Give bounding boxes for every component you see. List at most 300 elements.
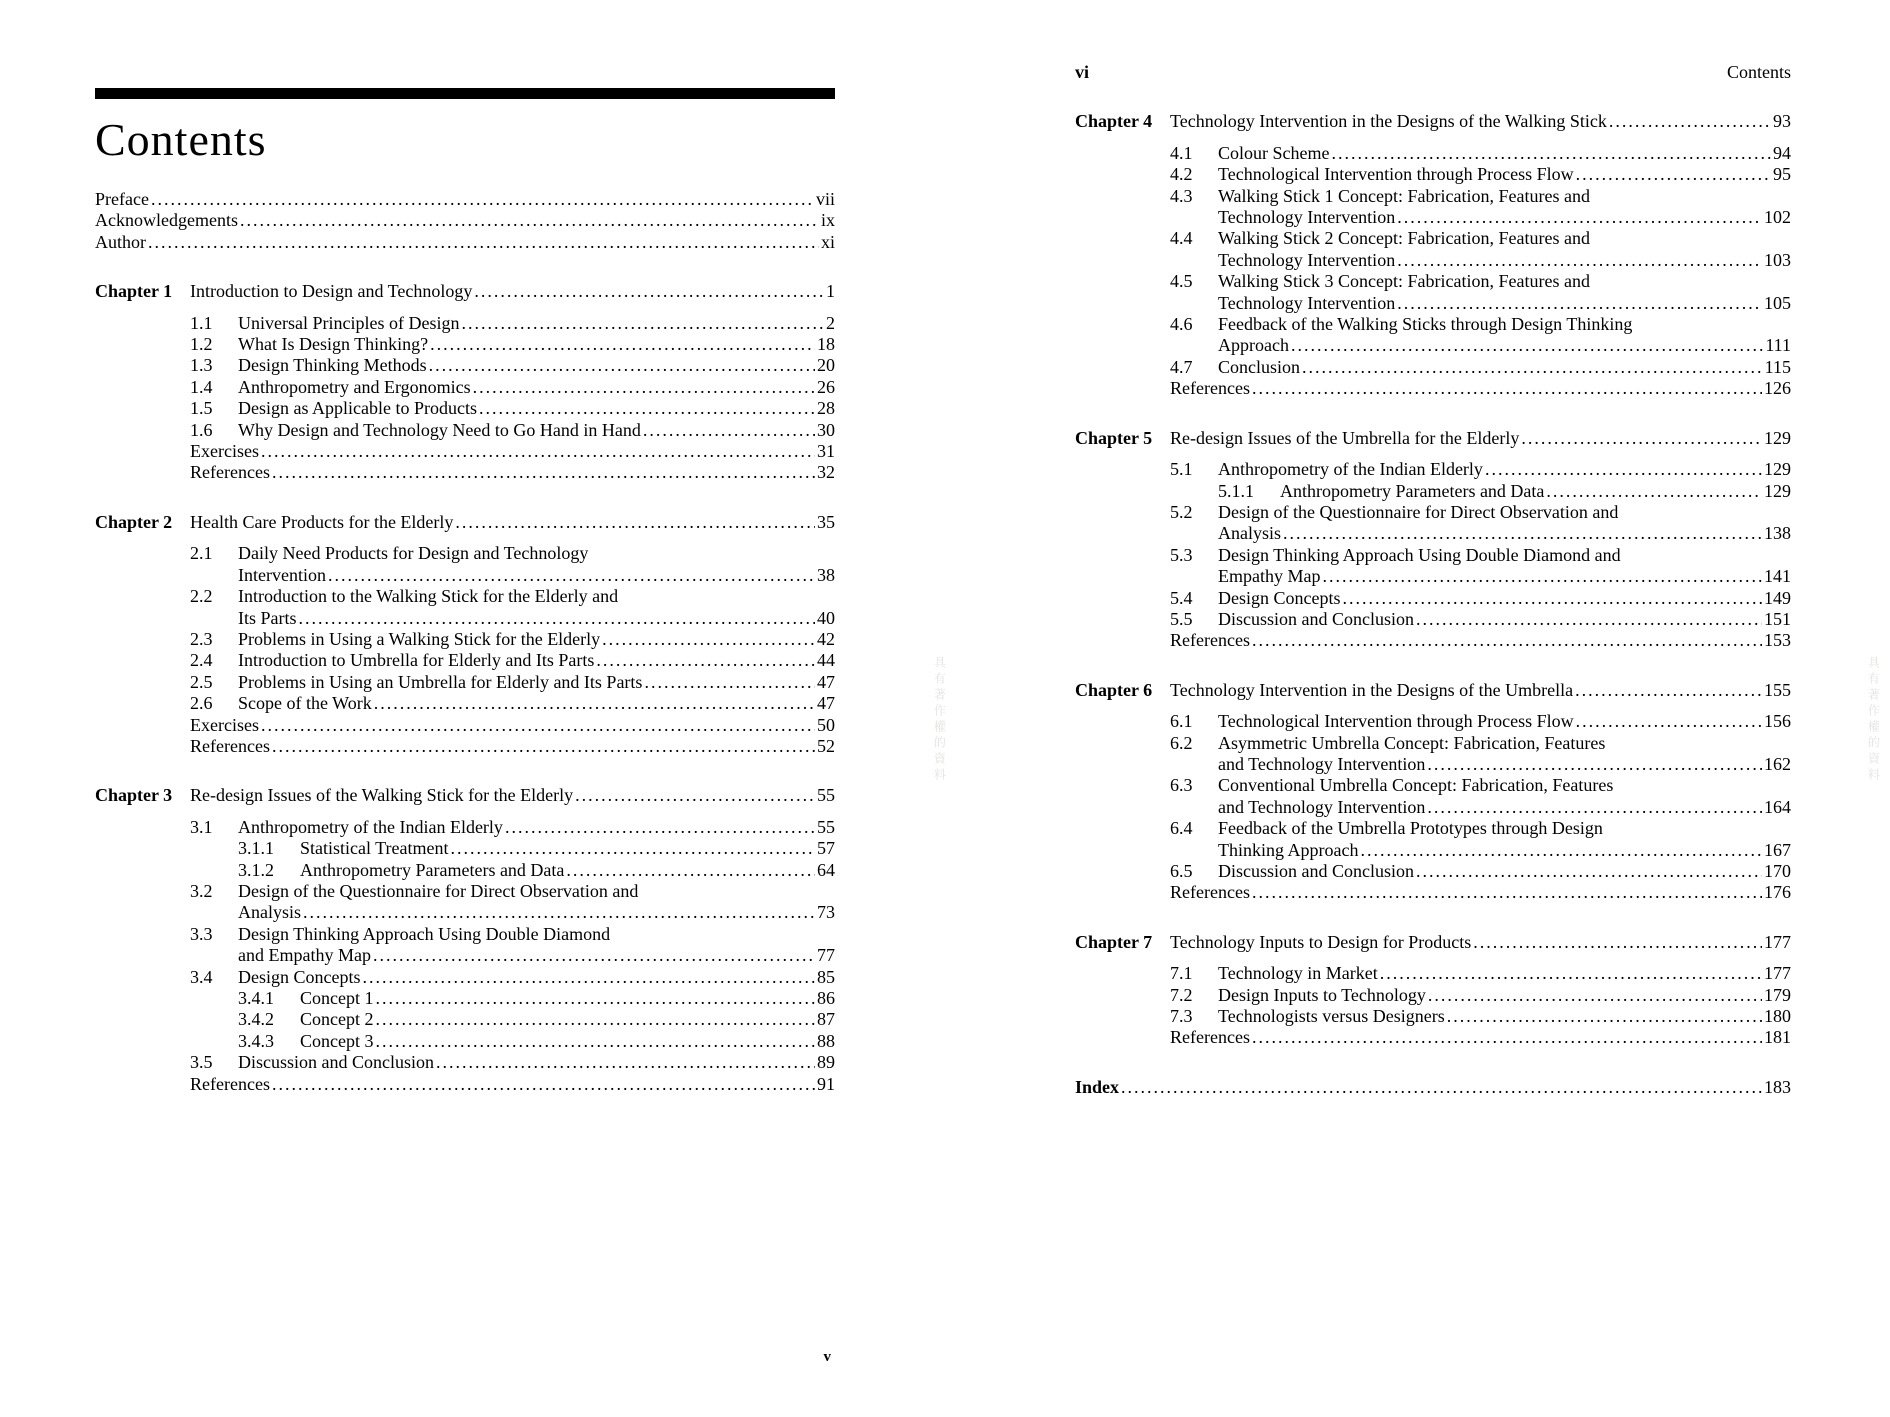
entry-number: 6.5 (1170, 861, 1193, 881)
dot-leader (1427, 754, 1762, 775)
entry-title: Walking Stick 2 Concept: Fabrication, Features and (1218, 228, 1590, 249)
entry-number (190, 608, 238, 629)
entry-number: 1.5 (190, 398, 213, 419)
chapter-heading (95, 281, 835, 302)
entry-number (190, 945, 238, 966)
dot-leader (272, 736, 815, 757)
dot-leader (1416, 609, 1762, 630)
entry-number: 7.3 (1170, 1006, 1193, 1027)
dot-leader (566, 860, 815, 881)
entry-number: 1.4 (190, 376, 213, 397)
dot-leader (328, 565, 815, 586)
toc-entry (190, 860, 835, 881)
toc-entry (1170, 609, 1791, 630)
chapter-heading (1075, 680, 1791, 701)
page-number: 151 (1764, 608, 1791, 629)
page-number: 89 (817, 1052, 835, 1073)
entry-number: 5.2 (1170, 501, 1193, 522)
page-number: 177 (1764, 963, 1791, 984)
dot-leader (1447, 1006, 1762, 1027)
dot-leader (436, 1052, 815, 1073)
entry-title: Analysis (238, 902, 301, 923)
entry-number: 3.4.2 (238, 1009, 274, 1030)
toc-entry (1170, 588, 1791, 609)
entry-number: 3.1 (190, 816, 213, 837)
entry-title: Design Concepts (1218, 587, 1341, 608)
entry-title: Technology Intervention (1218, 292, 1396, 313)
entry-title: and Empathy Map (238, 945, 371, 966)
entry-title: Approach (1218, 335, 1289, 356)
entry-title: Design Thinking Approach Using Double Diamond and (1218, 544, 1621, 565)
toc-entry (1170, 1027, 1791, 1048)
entry-title: Conclusion (1218, 356, 1301, 377)
entry-title: Feedback of the Walking Sticks through Design Thinking (1218, 314, 1633, 335)
entry-title: Exercises (190, 714, 259, 735)
toc-entry (190, 715, 835, 736)
running-head-spacer (1089, 62, 1727, 83)
dot-leader (1416, 861, 1762, 882)
dot-leader (151, 189, 814, 210)
entry-title: Its Parts (238, 607, 297, 628)
entry-number: 4.2 (1170, 164, 1193, 185)
watermark-left: 具有著作權的資料 (932, 656, 947, 784)
toc-entry (1170, 164, 1791, 185)
dot-leader (240, 210, 819, 231)
page-number: 31 (817, 441, 835, 462)
dot-leader (1397, 250, 1762, 271)
page-number: 86 (817, 988, 835, 1008)
running-head (1075, 0, 1791, 83)
chapter-title: Re-design Issues of the Walking Stick for the Elderly (190, 785, 574, 806)
entry-title: and Technology Intervention (1218, 753, 1426, 774)
entry-title: Exercises (190, 441, 259, 462)
chapter-entries (1170, 963, 1791, 1049)
entry-title: References (1170, 630, 1250, 651)
dot-leader (1331, 143, 1771, 164)
page-number: 111 (1765, 335, 1791, 356)
dot-leader (451, 838, 816, 859)
entry-number: 3.3 (190, 923, 213, 944)
toc-entry (190, 565, 835, 586)
entry-title: Concept 3 (300, 1030, 374, 1051)
page-number: 156 (1764, 711, 1791, 732)
page-number: 183 (1764, 1076, 1791, 1097)
entry-title: Anthropometry of the Indian Elderly (238, 816, 503, 837)
entry-title: Introduction to the Walking Stick for the Elderly and (238, 586, 619, 607)
entry-number: 6.2 (1170, 732, 1193, 753)
entry-title: Technologists versus Designers (1218, 1006, 1445, 1027)
page-number: 149 (1764, 587, 1791, 608)
page-number: 30 (817, 419, 835, 440)
entry-number: 3.1.1 (238, 838, 274, 859)
dot-leader (1485, 459, 1762, 480)
page-number: 77 (817, 945, 835, 966)
dot-leader (1283, 523, 1762, 544)
page-number: 2 (826, 312, 835, 333)
dot-leader (376, 1009, 816, 1030)
page-number: 87 (817, 1009, 835, 1030)
dot-leader (1121, 1077, 1762, 1098)
entry-number: 5.5 (1170, 608, 1193, 629)
toc-entry (1170, 186, 1791, 207)
watermark-right: 具有著作權的資料 (1866, 656, 1881, 784)
page-number: 50 (817, 714, 835, 735)
page-number: 47 (817, 693, 835, 714)
page-number: 28 (817, 398, 835, 419)
dot-leader (461, 313, 824, 334)
toc-entry (190, 334, 835, 355)
entry-number: 2.1 (190, 543, 213, 564)
front-matter-label: Acknowledgements (95, 210, 238, 231)
page-number: 1 (826, 281, 835, 302)
entry-title: Anthropometry and Ergonomics (238, 376, 471, 397)
running-head-title: Contents (1726, 62, 1791, 82)
toc-entry (1170, 985, 1791, 1006)
toc-entry (1170, 754, 1791, 775)
toc-entry (190, 420, 835, 441)
page-number: 164 (1764, 796, 1791, 817)
page-number: 52 (817, 735, 835, 756)
entry-title: References (190, 735, 270, 756)
toc-entry (190, 672, 835, 693)
toc-entry (1170, 818, 1791, 839)
entry-title: Design of the Questionnaire for Direct Observation and (1218, 501, 1619, 522)
chapter-label: Chapter 5 (1075, 427, 1153, 448)
toc-entry (190, 902, 835, 923)
entry-number: 2.3 (190, 628, 213, 649)
dot-leader (1575, 680, 1762, 701)
entry-title: Technological Intervention through Process Flow (1218, 711, 1574, 732)
page-number: 40 (817, 607, 835, 628)
dot-leader (1302, 357, 1763, 378)
index-entry (1075, 1077, 1791, 1098)
chapter-entries (1170, 143, 1791, 400)
entry-title: References (1170, 882, 1250, 903)
dot-leader (1252, 1027, 1762, 1048)
page-number: 55 (817, 785, 835, 806)
dot-leader (261, 715, 815, 736)
page-number: 94 (1773, 142, 1791, 163)
chapter-label: Chapter 6 (1075, 679, 1153, 700)
entry-number: 3.4 (190, 966, 213, 987)
entry-title: and Technology Intervention (1218, 796, 1426, 817)
toc-entry (190, 377, 835, 398)
contents-title: Contents (95, 114, 267, 165)
left-page (95, 0, 835, 1417)
front-matter-list (95, 189, 835, 253)
page-number: 35 (817, 511, 835, 532)
dot-leader (602, 629, 815, 650)
toc-entry (190, 924, 835, 945)
dot-leader (261, 441, 815, 462)
dot-leader (1609, 111, 1771, 132)
toc-entry (1170, 733, 1791, 754)
page-number: 129 (1764, 427, 1791, 448)
dot-leader (429, 355, 815, 376)
entry-title: References (1170, 1027, 1250, 1048)
toc-entry (1170, 293, 1791, 314)
page-number: xi (820, 231, 835, 252)
page-number: 138 (1764, 523, 1791, 544)
entry-title: Walking Stick 1 Concept: Fabrication, Features and (1218, 185, 1590, 206)
chapter-title: Technology Inputs to Design for Products (1170, 931, 1472, 952)
entry-title: Intervention (238, 564, 326, 585)
page-number: 141 (1764, 566, 1791, 587)
dot-leader (1576, 711, 1762, 732)
entry-number: 5.4 (1170, 587, 1193, 608)
entry-title: References (190, 462, 270, 483)
entry-title: Anthropometry Parameters and Data (300, 859, 565, 880)
entry-number: 4.3 (1170, 185, 1193, 206)
dot-leader (303, 902, 815, 923)
entry-title: Technology Intervention (1218, 207, 1396, 228)
toc-entry (190, 313, 835, 334)
page-number: 85 (817, 966, 835, 987)
chapter-entries (1170, 459, 1791, 652)
chapter-label: Chapter 3 (95, 785, 173, 806)
page-number: 42 (817, 628, 835, 649)
left-chapter-list (95, 281, 835, 1095)
dot-leader (1342, 588, 1762, 609)
dot-leader (373, 945, 815, 966)
front-matter-entry (95, 189, 835, 210)
entry-number: 1.3 (190, 355, 213, 376)
dot-leader (1252, 630, 1762, 651)
dot-leader (1380, 963, 1762, 984)
toc-chapter (95, 281, 835, 484)
dot-leader (430, 334, 815, 355)
entry-number: 6.3 (1170, 775, 1193, 796)
dot-leader (1397, 293, 1762, 314)
entry-title: Feedback of the Umbrella Prototypes through Design (1218, 818, 1603, 839)
toc-chapter (1075, 111, 1791, 399)
entry-title: Concept 2 (300, 1009, 374, 1030)
entry-title: Anthropometry Parameters and Data (1280, 480, 1545, 501)
toc-chapter (95, 785, 835, 1095)
page-number: 38 (817, 564, 835, 585)
entry-number: 5.3 (1170, 544, 1193, 565)
entry-number: 5.1 (1170, 459, 1193, 480)
toc-entry (1170, 314, 1791, 335)
chapter-title: Introduction to Design and Technology (190, 281, 473, 302)
entry-number: 3.4.3 (238, 1030, 274, 1051)
dot-leader (474, 281, 824, 302)
title-rule (95, 88, 835, 99)
entry-title: Universal Principles of Design (238, 312, 460, 333)
entry-number (1170, 335, 1218, 356)
toc-entry (1170, 775, 1791, 796)
front-matter-label: Author (95, 231, 146, 252)
toc-entry (190, 693, 835, 714)
chapter-entries (190, 817, 835, 1095)
entry-number (1170, 293, 1218, 314)
toc-entry (1170, 566, 1791, 587)
dot-leader (272, 1074, 815, 1095)
entry-number: 4.5 (1170, 271, 1193, 292)
entry-title: Technological Intervention through Process Flow (1218, 164, 1574, 185)
toc-entry (190, 355, 835, 376)
entry-number: 7.1 (1170, 963, 1193, 984)
front-matter-label: Preface (95, 189, 149, 209)
dot-leader (1473, 932, 1762, 953)
entry-title: Design Thinking Methods (238, 355, 427, 376)
entry-title: Asymmetric Umbrella Concept: Fabrication, Features (1218, 732, 1606, 753)
toc-entry (1170, 502, 1791, 523)
entry-title: Discussion and Conclusion (238, 1052, 434, 1073)
dot-leader (1427, 797, 1762, 818)
dot-leader (505, 817, 815, 838)
entry-title: Design Thinking Approach Using Double Diamond (238, 923, 611, 944)
toc-entry (1170, 1006, 1791, 1027)
page-number: 95 (1773, 164, 1791, 185)
toc-entry (190, 543, 835, 564)
page-number: 47 (817, 671, 835, 692)
toc-entry (190, 988, 835, 1009)
entry-title: Empathy Map (1218, 566, 1321, 587)
entry-number: 2.2 (190, 586, 213, 607)
entry-title: Statistical Treatment (300, 838, 449, 859)
toc-entry (190, 608, 835, 629)
entry-title: Anthropometry of the Indian Elderly (1218, 459, 1483, 480)
toc-chapter (1075, 932, 1791, 1049)
entry-title: Discussion and Conclusion (1218, 608, 1414, 629)
toc-entry (190, 736, 835, 757)
page-number: 167 (1764, 839, 1791, 860)
dot-leader (362, 967, 815, 988)
toc-entry (190, 817, 835, 838)
dot-leader (1360, 840, 1762, 861)
toc-entry (1170, 523, 1791, 544)
page-number: 20 (817, 355, 835, 376)
chapter-heading (1075, 932, 1791, 953)
dot-leader (1397, 207, 1762, 228)
dot-leader (1252, 882, 1762, 903)
chapter-heading (95, 785, 835, 806)
entry-number (1170, 566, 1218, 587)
page-number: 179 (1764, 984, 1791, 1005)
entry-title: Daily Need Products for Design and Technology (238, 543, 589, 564)
entry-number: 1.2 (190, 334, 213, 355)
entry-number: 1.1 (190, 312, 213, 333)
dot-leader (1576, 164, 1771, 185)
chapter-title: Technology Intervention in the Designs of the Walking Stick (1170, 111, 1607, 132)
toc-entry (1170, 797, 1791, 818)
dot-leader (1291, 335, 1763, 356)
entry-title: Scope of the Work (238, 693, 372, 714)
toc-entry (1170, 459, 1791, 480)
dot-leader (644, 672, 815, 693)
entry-number (1170, 840, 1218, 861)
dot-leader (148, 232, 819, 253)
chapter-heading (1075, 111, 1791, 132)
dot-leader (1252, 378, 1762, 399)
toc-entry (1170, 271, 1791, 292)
page-number: 55 (817, 816, 835, 837)
entry-number: 7.2 (1170, 984, 1193, 1005)
dot-leader (575, 785, 815, 806)
dot-leader (473, 377, 815, 398)
entry-title: Design Inputs to Technology (1218, 984, 1426, 1005)
right-page (1075, 0, 1791, 1417)
toc-entry (1170, 545, 1791, 566)
toc-entry (1170, 861, 1791, 882)
page-number: 102 (1764, 207, 1791, 228)
chapter-label: Chapter 2 (95, 511, 173, 532)
entry-number: 2.5 (190, 671, 213, 692)
toc-entry (190, 967, 835, 988)
entry-number: 5.1.1 (1218, 480, 1254, 501)
folio-left: v (823, 1349, 831, 1365)
toc-entry (1170, 207, 1791, 228)
dot-leader (1322, 566, 1762, 587)
toc-entry (190, 586, 835, 607)
entry-number: 4.7 (1170, 356, 1193, 377)
entry-title: Thinking Approach (1218, 839, 1359, 860)
dot-leader (272, 462, 815, 483)
entry-number: 6.1 (1170, 711, 1193, 732)
entry-title: Analysis (1218, 523, 1281, 544)
chapter-entries (190, 313, 835, 484)
entry-title: Design Concepts (238, 966, 361, 987)
entry-title: Introduction to Umbrella for Elderly and Its Parts (238, 650, 595, 671)
page-number: 170 (1764, 861, 1791, 881)
page-number: 177 (1764, 931, 1791, 952)
entry-title: Walking Stick 3 Concept: Fabrication, Features and (1218, 271, 1590, 292)
page-number: 103 (1764, 249, 1791, 270)
chapter-label: Chapter 4 (1075, 111, 1153, 132)
toc-entry (190, 1031, 835, 1052)
entry-number (1170, 754, 1218, 775)
chapter-heading (1075, 428, 1791, 449)
right-chapter-list (1075, 111, 1791, 1048)
toc-entry (1170, 882, 1791, 903)
page-number: 162 (1764, 753, 1791, 774)
dot-leader (376, 988, 816, 1009)
entry-number: 4.1 (1170, 142, 1193, 163)
entry-number: 4.4 (1170, 228, 1193, 249)
toc-entry (1170, 378, 1791, 399)
page-number: 32 (817, 462, 835, 483)
dot-leader (1428, 985, 1762, 1006)
entry-number: 3.5 (190, 1052, 213, 1073)
page-number: 73 (817, 902, 835, 923)
page-number: 91 (817, 1073, 835, 1094)
running-head-page-number: vi (1075, 62, 1090, 82)
page-number: 115 (1764, 356, 1791, 377)
entry-number: 3.1.2 (238, 859, 274, 880)
toc-entry (1170, 711, 1791, 732)
entry-title: What Is Design Thinking? (238, 334, 429, 355)
toc-entry (190, 945, 835, 966)
dot-leader (1521, 428, 1762, 449)
entry-title: Design of the Questionnaire for Direct Observation and (238, 880, 639, 901)
entry-title: References (190, 1073, 270, 1094)
chapter-entries (1170, 711, 1791, 904)
page-number: ix (820, 210, 835, 231)
page-number: 176 (1764, 882, 1791, 903)
toc-entry (190, 881, 835, 902)
page-number: 44 (817, 650, 835, 671)
chapter-label: Chapter 7 (1075, 931, 1153, 952)
toc-entry (190, 441, 835, 462)
dot-leader (374, 693, 815, 714)
entry-number: 2.4 (190, 650, 213, 671)
entry-title: Design as Applicable to Products (238, 398, 477, 419)
entry-title: References (1170, 378, 1250, 399)
toc-chapter (1075, 428, 1791, 652)
entry-number (1170, 797, 1218, 818)
page-number: 180 (1764, 1006, 1791, 1027)
